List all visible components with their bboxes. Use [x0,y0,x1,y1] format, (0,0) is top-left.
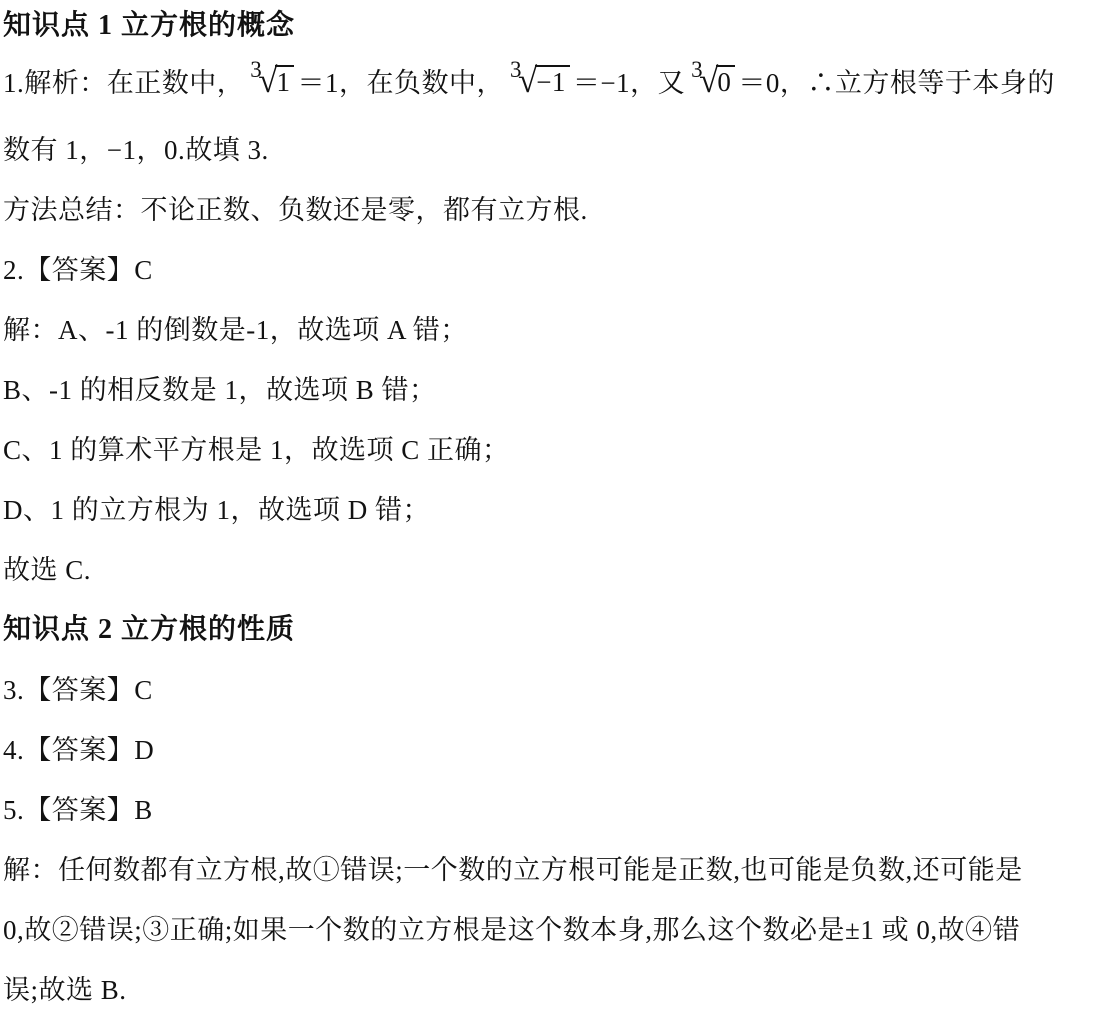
answer-line-5: 5.【答案】B [3,795,153,825]
cube-root-of-0 [691,46,735,120]
solution2-option-c: C、1 的算术平方根是 1，故选项 C 正确； [3,435,510,465]
solution1-text-3: 又 [657,68,686,98]
solution1-text-2: 在负数中， [366,68,504,98]
solution2-option-b: B、-1 的相反数是 1，故选项 B 错； [3,375,437,405]
root-index: 3 [691,57,704,82]
section-heading-knowledge-point-2: 知识点 2 立方根的性质 [3,614,296,645]
radicand: 1 [275,65,294,96]
solution1-text-1: 1.解析：在正数中， [3,68,245,98]
solution5-line-1: 解：任何数都有立方根,故①错误;一个数的立方根可能是正数,也可能是负数,还可能是 [3,855,1023,885]
answer-line-2: 2.【答案】C [3,255,153,285]
section-heading-knowledge-point-1: 知识点 1 立方根的概念 [3,10,296,41]
radical-icon: √ [517,61,536,100]
radicand: 0 [716,65,735,96]
cube-root-of-negative-1 [510,46,570,120]
solution1-line1 [3,46,1098,120]
cube-root-of-1 [250,46,294,120]
solution5-line-2: 0,故②错误;③正确;如果一个数的立方根是这个数本身,那么这个数必是±1 或 0,故④错 [3,915,1021,945]
root-index: 3 [250,57,263,82]
solution1-line2: 数有 1，−1，0.故填 3. [3,135,269,165]
solution1-text-4: ∴立方根等于本身的 [807,68,1055,98]
radical-icon: √ [258,61,276,100]
solution5-line-3: 误;故选 B. [3,975,127,1005]
solution2-option-d: D、1 的立方根为 1，故选项 D 错； [3,495,430,525]
equation-result-2: ＝−1， [572,68,658,98]
radicand: −1 [535,65,570,96]
equation-result-3: ＝0， [738,68,808,98]
root-index: 3 [509,57,522,82]
method-summary-line: 方法总结：不论正数、负数还是零，都有立方根. [3,195,588,225]
solution2-option-a: 解：A、-1 的倒数是-1，故选项 A 错； [3,315,468,345]
answer-line-4: 4.【答案】D [3,735,155,765]
answer-line-3: 3.【答案】C [3,675,153,705]
equation-result-1: ＝1， [297,68,367,98]
solution2-conclusion: 故选 C. [3,555,92,585]
radical-icon: √ [699,61,717,100]
